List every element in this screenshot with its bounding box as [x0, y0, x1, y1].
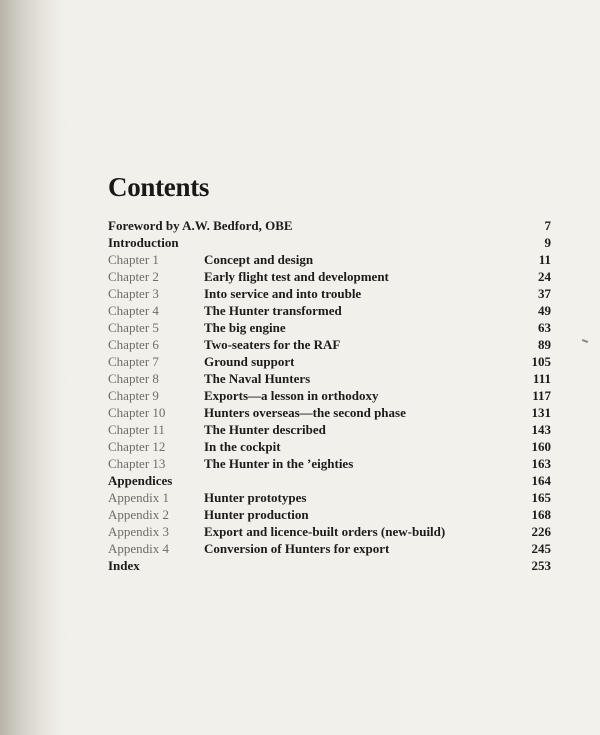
toc-entry-title: In the cockpit [204, 439, 281, 454]
toc-page-number: 63 [538, 320, 551, 335]
toc-page-number: 164 [531, 473, 551, 488]
toc-entry-label: Chapter 10 [108, 405, 166, 420]
toc-page-number: 168 [531, 507, 551, 522]
toc-page-number: 49 [538, 303, 551, 318]
toc-row-appendix-4 [108, 540, 551, 557]
toc-entry-title: Concept and design [204, 252, 314, 267]
toc-entry-label: Chapter 1 [108, 252, 159, 267]
toc-entry-title: Index [108, 558, 140, 573]
spine-shadow [0, 0, 60, 735]
toc-row-chapter-3 [108, 285, 551, 302]
toc-page-number: 253 [531, 558, 551, 573]
toc-entry-label: Appendix 4 [108, 541, 170, 556]
toc-entry-title: Hunters overseas—the second phase [204, 405, 406, 420]
toc-page-number: 165 [531, 490, 551, 505]
toc-row-chapter-9 [108, 387, 551, 404]
toc-row-appendix-1 [108, 489, 551, 506]
toc-entry-title: Foreword by A.W. Bedford, OBE [108, 218, 293, 233]
toc-row-chapter-12 [108, 438, 551, 455]
toc-page-number: 105 [531, 354, 551, 369]
toc-row-chapter-6 [108, 336, 551, 353]
toc-entry-title: The Hunter described [204, 422, 326, 437]
toc-entry-title: Hunter production [204, 507, 309, 522]
toc-entry-label: Chapter 9 [108, 388, 159, 403]
toc-entry-label: Chapter 3 [108, 286, 159, 301]
toc-entry-label: Appendix 3 [108, 524, 170, 539]
toc-entry-label: Chapter 13 [108, 456, 166, 471]
toc-row-chapter-10 [108, 404, 551, 421]
toc-page-number: 245 [531, 541, 551, 556]
toc-page-number: 226 [531, 524, 551, 539]
toc-page-number: 89 [538, 337, 551, 352]
toc-entry-label: Chapter 7 [108, 354, 159, 369]
toc-row-chapter-1 [108, 251, 551, 268]
toc-row-chapter-8 [108, 370, 551, 387]
toc-entry-title: Ground support [204, 354, 295, 369]
toc-entry-label: Appendix 2 [108, 507, 170, 522]
toc-page-number: 11 [538, 252, 551, 267]
toc-page-number: 131 [531, 405, 551, 420]
toc-page-number: 37 [538, 286, 551, 301]
toc-row-foreword [108, 217, 551, 234]
toc-entry-label: Appendix 1 [108, 490, 170, 505]
toc-entry-label: Chapter 5 [108, 320, 159, 335]
paper-mark [582, 339, 588, 343]
toc-entry-title: The Hunter in the ’eighties [204, 456, 354, 471]
toc-row-index [108, 557, 551, 574]
toc-entry-title: Export and licence-built orders (new-build) [204, 524, 446, 539]
toc-entry-title: Conversion of Hunters for export [204, 541, 390, 556]
toc-page-number: 143 [531, 422, 551, 437]
toc-page-number: 117 [532, 388, 551, 403]
toc-entry-title: Appendices [108, 473, 173, 488]
toc-row-chapter-11 [108, 421, 551, 438]
toc-entry-title: Exports—a lesson in orthodoxy [204, 388, 379, 403]
toc-entry-title: Early flight test and development [204, 269, 389, 284]
toc-row-chapter-2 [108, 268, 551, 285]
page-title: Contents [108, 172, 210, 202]
toc-page-number: 163 [531, 456, 551, 471]
toc-entry-label: Chapter 2 [108, 269, 159, 284]
toc-page-number: 7 [544, 218, 551, 233]
toc-entry-title: Two-seaters for the RAF [204, 337, 341, 352]
toc-page-number: 160 [531, 439, 551, 454]
table-of-contents [108, 217, 551, 574]
toc-entry-label: Chapter 4 [108, 303, 159, 318]
toc-entry-label: Chapter 6 [108, 337, 159, 352]
toc-entry-title: Hunter prototypes [204, 490, 307, 505]
toc-entry-title: The big engine [204, 320, 286, 335]
toc-page-number: 24 [538, 269, 551, 284]
toc-entry-title: Into service and into trouble [204, 286, 362, 301]
toc-entry-label: Chapter 12 [108, 439, 166, 454]
toc-row-appendices [108, 472, 551, 489]
toc-entry-label: Chapter 8 [108, 371, 159, 386]
toc-row-chapter-4 [108, 302, 551, 319]
toc-entry-label: Chapter 11 [108, 422, 165, 437]
toc-row-appendix-3 [108, 523, 551, 540]
toc-row-chapter-5 [108, 319, 551, 336]
toc-row-appendix-2 [108, 506, 551, 523]
toc-entry-title: Introduction [108, 235, 179, 250]
toc-page-number: 9 [544, 235, 551, 250]
toc-page-number: 111 [532, 371, 551, 386]
toc-row-introduction [108, 234, 551, 251]
toc-entry-title: The Hunter transformed [204, 303, 342, 318]
toc-row-chapter-13 [108, 455, 551, 472]
toc-entry-title: The Naval Hunters [204, 371, 311, 386]
toc-row-chapter-7 [108, 353, 551, 370]
